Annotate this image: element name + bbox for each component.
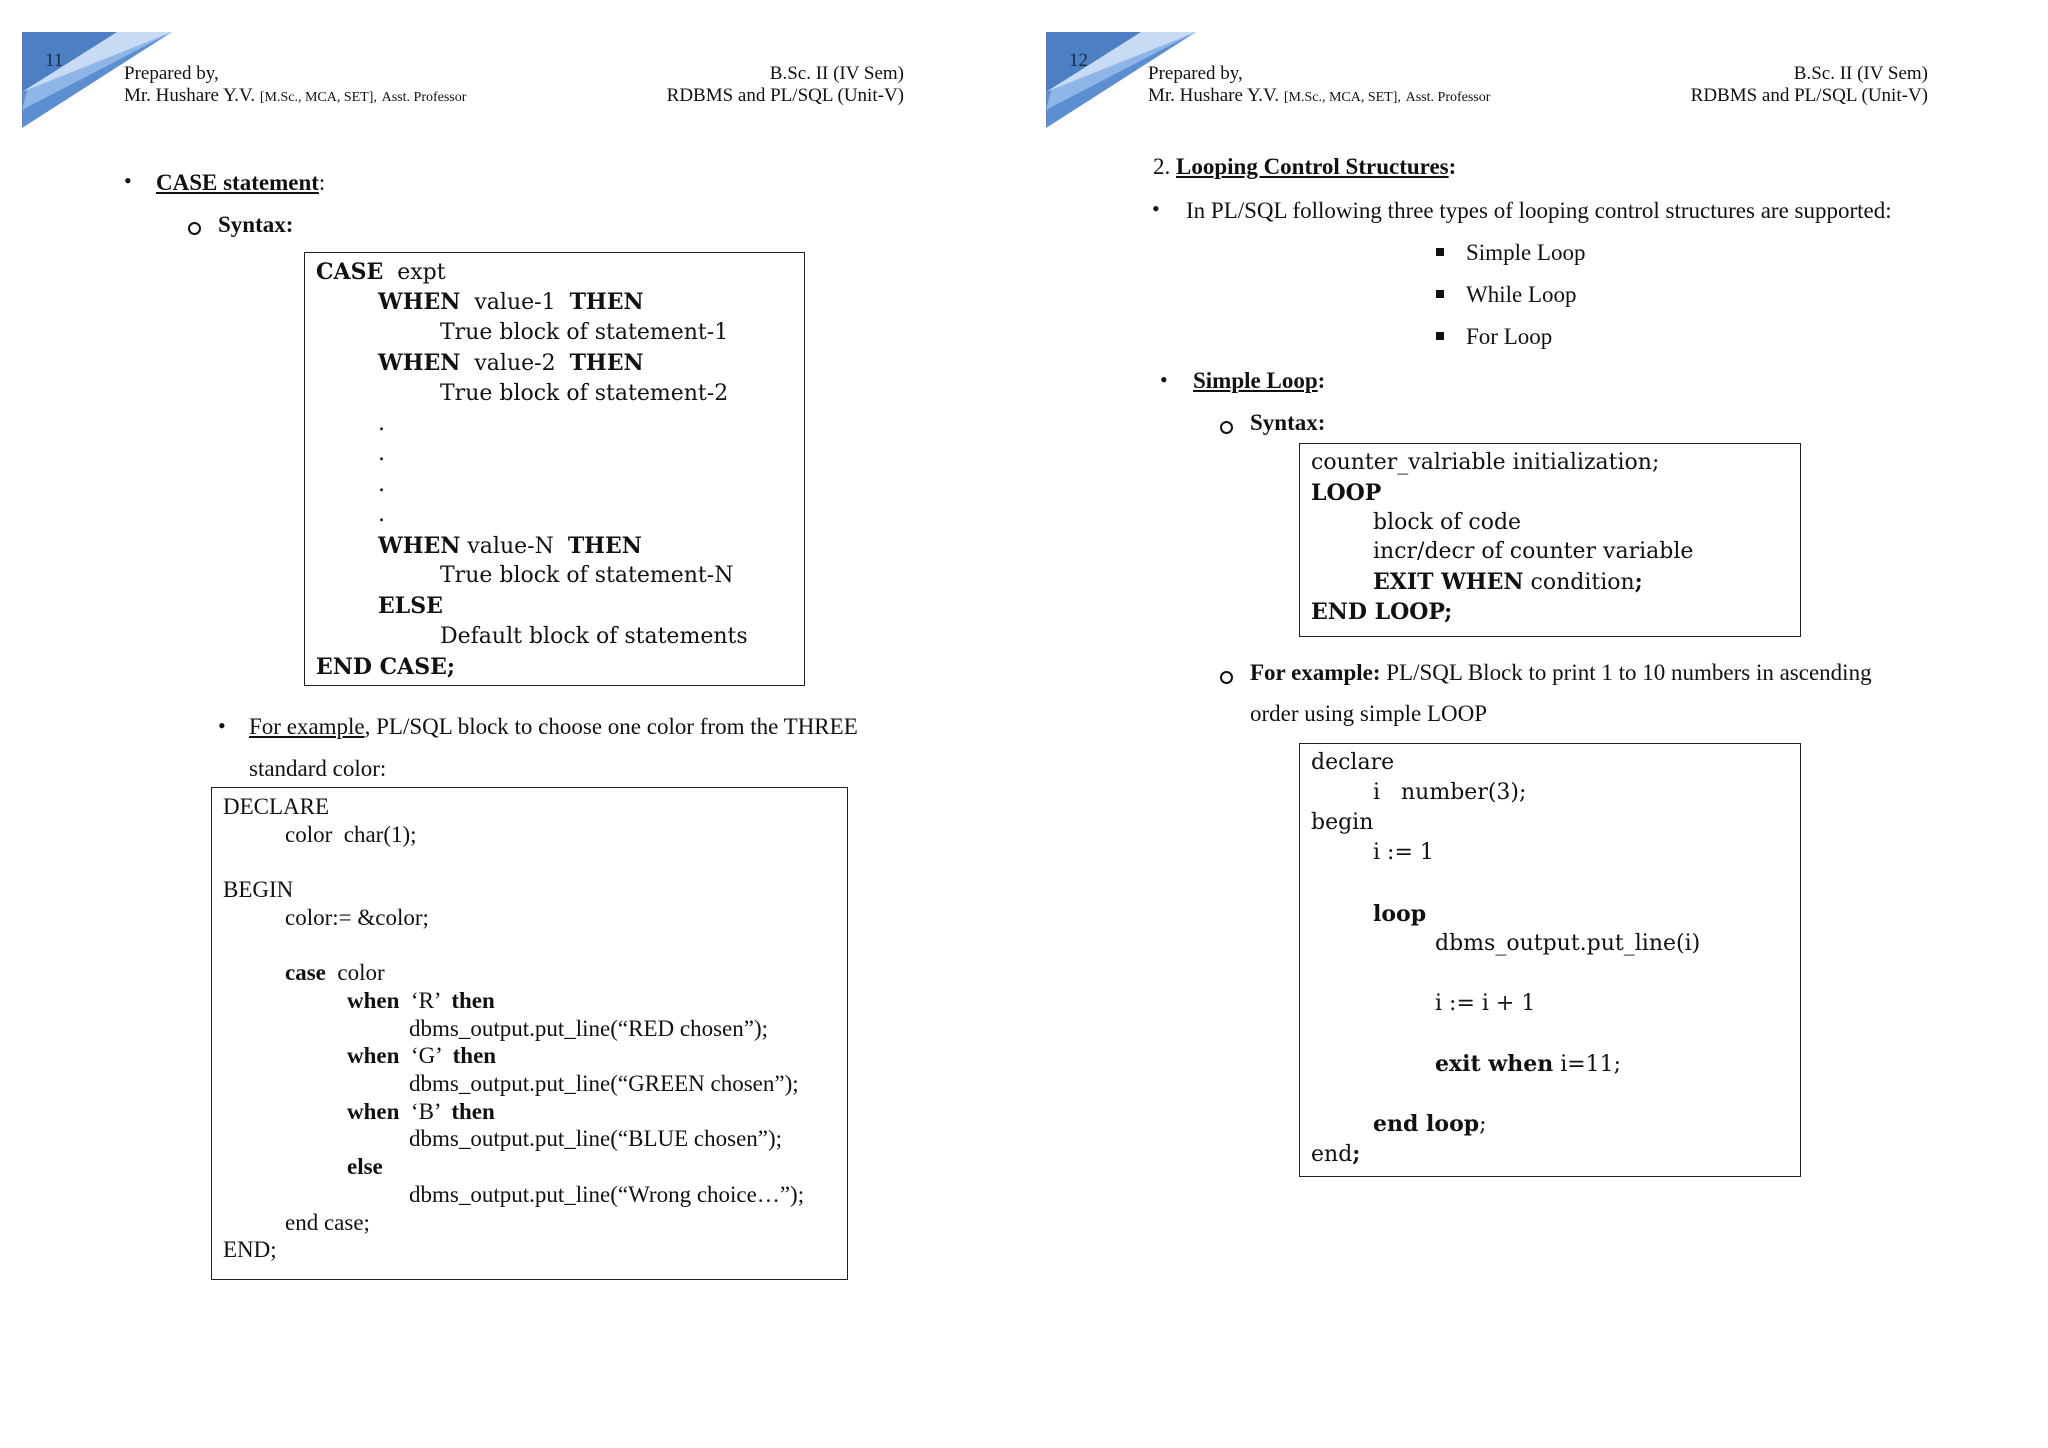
syntax-label: Syntax: xyxy=(218,212,294,237)
bullet: • xyxy=(1152,196,1160,221)
code-line: else xyxy=(347,1154,383,1180)
code-line: END CASE; xyxy=(316,654,455,681)
code-line: CASE expt xyxy=(316,259,446,285)
square-bullet xyxy=(1436,290,1444,298)
code-line: . xyxy=(378,502,385,528)
code-line: END LOOP; xyxy=(1311,599,1453,625)
code-line: DECLARE xyxy=(223,794,330,819)
code-line: dbms_output.put_line(“Wrong choice…”); xyxy=(409,1181,805,1207)
square-bullet xyxy=(1436,332,1444,340)
code-line: when ‘G’ then xyxy=(347,1043,497,1069)
sub-bullet xyxy=(188,222,201,235)
code-line: dbms_output.put_line(“RED chosen”); xyxy=(409,1015,768,1041)
code-line: i number(3); xyxy=(1373,780,1527,806)
code-line: True block of statement-N xyxy=(440,563,734,588)
code-line: block of code xyxy=(1373,509,1522,535)
example-text: For example, PL/SQL block to choose one color from the THREE xyxy=(249,714,858,739)
section-heading: 2. Looping Control Structures: xyxy=(1153,154,1457,179)
code-line: dbms_output.put_line(i) xyxy=(1435,930,1701,956)
code-line: Default block of statements xyxy=(440,623,748,649)
intro-text: In PL/SQL following three types of looping control structures are supported: xyxy=(1186,198,1892,223)
code-line: end case; xyxy=(285,1209,370,1235)
code-line: . xyxy=(378,441,385,467)
code-line: i := 1 xyxy=(1373,840,1434,866)
square-bullet xyxy=(1436,248,1444,256)
loop-syntax-box xyxy=(1299,443,1801,637)
code-line: declare xyxy=(1311,750,1395,775)
code-line: counter_valriable initialization; xyxy=(1311,450,1660,475)
code-line: . xyxy=(378,411,385,436)
bullet: • xyxy=(1160,367,1168,392)
code-line: color char(1); xyxy=(285,821,417,847)
simple-loop-heading: Simple Loop: xyxy=(1193,368,1326,393)
code-line: when ‘B’ then xyxy=(347,1098,495,1124)
loop-type-for: For Loop xyxy=(1466,324,1553,349)
code-line: dbms_output.put_line(“GREEN chosen”); xyxy=(409,1071,799,1096)
code-line: ELSE xyxy=(378,593,443,620)
bullet: • xyxy=(218,713,226,738)
code-line: dbms_output.put_line(“BLUE chosen”); xyxy=(409,1126,783,1152)
example-text-2: order using simple LOOP xyxy=(1250,701,1488,726)
code-line: WHEN value-N THEN xyxy=(378,532,642,559)
sub-bullet xyxy=(1220,671,1233,684)
code-line: END; xyxy=(223,1237,277,1263)
example-text: For example: PL/SQL Block to print 1 to 10 numbers in ascending xyxy=(1250,660,1872,685)
course-info: B.Sc. II (IV Sem) RDBMS and PL/SQL (Unit-V) xyxy=(1690,63,1928,106)
loop-type-while: While Loop xyxy=(1466,282,1577,307)
page-12 xyxy=(1024,0,2048,1448)
case-example-box xyxy=(211,787,848,1280)
code-line: WHEN value-2 THEN xyxy=(378,350,644,377)
code-line: BEGIN xyxy=(223,877,294,903)
code-line: color:= &color; xyxy=(285,904,429,930)
prepared-by: Prepared by, Mr. Hushare Y.V. [M.Sc., MCA, SET], Asst. Professor xyxy=(124,63,467,106)
code-line: LOOP xyxy=(1311,479,1382,506)
page-number: 12 xyxy=(1069,50,1088,71)
code-line: end; xyxy=(1311,1141,1361,1168)
code-line: True block of statement-2 xyxy=(440,380,729,406)
code-line: i := i + 1 xyxy=(1435,990,1536,1016)
case-heading: CASE statement: xyxy=(156,170,326,195)
code-line: EXIT WHEN condition; xyxy=(1373,569,1643,596)
code-line: when ‘R’ then xyxy=(347,987,495,1013)
code-line: begin xyxy=(1311,810,1374,836)
loop-type-simple: Simple Loop xyxy=(1466,240,1586,265)
code-line: case color xyxy=(285,960,385,986)
code-line: incr/decr of counter variable xyxy=(1373,539,1694,565)
code-line: True block of statement-1 xyxy=(440,319,729,345)
prepared-by: Prepared by, Mr. Hushare Y.V. [M.Sc., MCA, SET], Asst. Professor xyxy=(1148,63,1491,106)
code-line: loop xyxy=(1373,900,1427,927)
example-text-2: standard color: xyxy=(249,756,387,781)
case-syntax-box xyxy=(304,252,805,686)
course-info: B.Sc. II (IV Sem) RDBMS and PL/SQL (Unit-V) xyxy=(666,63,904,106)
syntax-label: Syntax: xyxy=(1250,410,1326,435)
bullet: • xyxy=(124,168,132,193)
code-line: WHEN value-1 THEN xyxy=(378,289,644,316)
code-line: end loop; xyxy=(1373,1111,1487,1138)
code-line: . xyxy=(378,471,385,497)
sub-bullet xyxy=(1220,421,1233,434)
loop-example-box xyxy=(1299,743,1801,1177)
code-line: exit when i=11; xyxy=(1435,1051,1622,1077)
page-number: 11 xyxy=(45,50,64,71)
